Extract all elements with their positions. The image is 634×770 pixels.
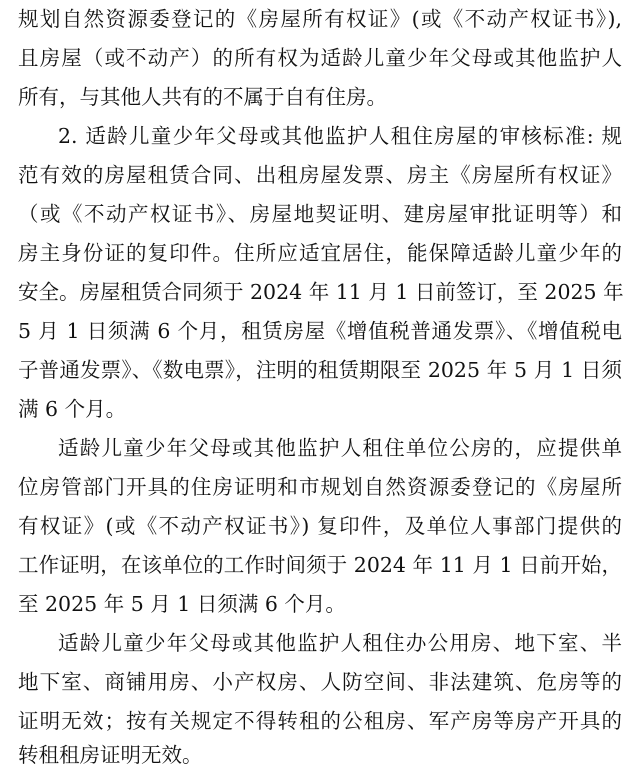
paragraph-4-line-4: 转租租房证明无效。 (18, 743, 203, 767)
paragraph-4-line-3: 证明无效；按有关规定不得转租的公租房、军产房等房产开具的 (18, 709, 622, 733)
paragraph-2-line-6: 5 月 1 日须满 6 个月，租赁房屋《增值税普通发票》、《增值税电 (18, 319, 622, 343)
paragraph-2-line-1: 2. 适龄儿童少年父母或其他监护人租住房屋的审核标准: 规 (58, 124, 622, 148)
paragraph-3-line-5: 至 2025 年 5 月 1 日须满 6 个月。 (18, 592, 346, 616)
paragraph-2-line-5: 安全。房屋租赁合同须于 2024 年 11 月 1 日前签订，至 2025 年 (18, 280, 624, 304)
paragraph-2-line-7: 子普通发票》、《数电票》，注明的租赁期限至 2025 年 5 月 1 日须 (18, 358, 622, 382)
paragraph-4-line-2: 地下室、商铺用房、小产权房、人防空间、非法建筑、危房等的 (18, 670, 622, 694)
paragraph-1-line-2: 且房屋（或不动产）的所有权为适龄儿童少年父母或其他监护人 (18, 46, 622, 70)
paragraph-3-line-2: 位房管部门开具的住房证明和市规划自然资源委登记的《房屋所 (18, 475, 622, 499)
paragraph-4-line-1: 适龄儿童少年父母或其他监护人租住办公用房、地下室、半 (58, 631, 622, 655)
paragraph-2-line-3: （或《不动产权证书》、房屋地契证明、建房屋审批证明等）和 (18, 202, 622, 226)
paragraph-2-line-8: 满 6 个月。 (18, 397, 127, 421)
paragraph-3-line-1: 适龄儿童少年父母或其他监护人租住单位公房的，应提供单 (58, 436, 622, 460)
paragraph-3-line-4: 工作证明，在该单位的工作时间须于 2024 年 11 月 1 日前开始， (18, 553, 622, 577)
paragraph-2-line-2: 范有效的房屋租赁合同、出租房屋发票、房主《房屋所有权证》 (18, 163, 622, 187)
paragraph-1-line-3: 所有，与其他人共有的不属于自有住房。 (18, 85, 387, 109)
paragraph-3-line-3: 有权证》(或《不动产权证书》) 复印件，及单位人事部门提供的 (18, 514, 622, 538)
paragraph-1-line-1: 规划自然资源委登记的《房屋所有权证》(或《不动产权证书》), (18, 7, 622, 31)
paragraph-2-line-4: 房主身份证的复印件。住所应适宜居住，能保障适龄儿童少年的 (18, 241, 622, 265)
